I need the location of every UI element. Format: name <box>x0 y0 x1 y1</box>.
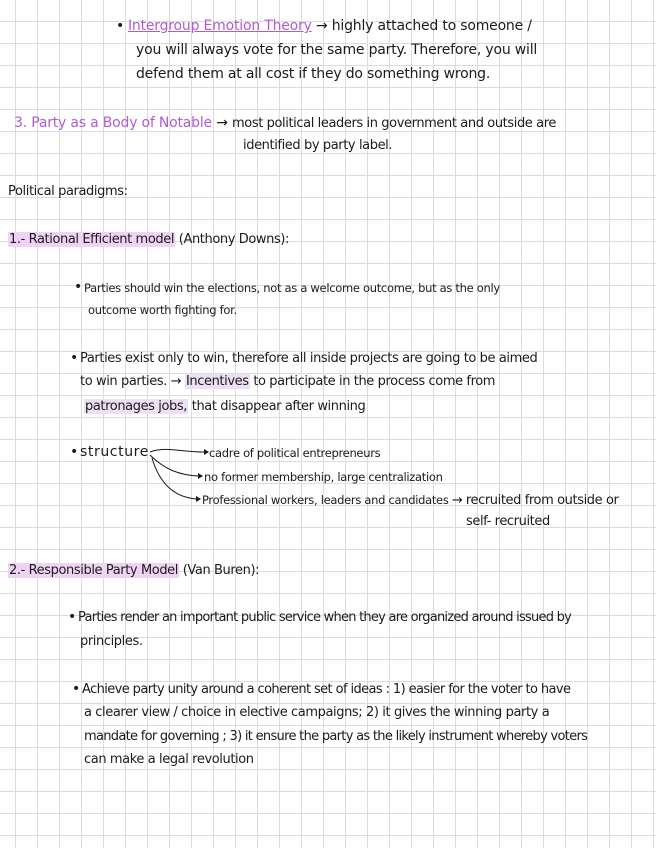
rational-author: (Anthony Downs): <box>178 232 290 247</box>
recruit-line-1: recruited from outside or <box>465 493 619 508</box>
rational-b2-text-c: to participate in the process come from <box>253 374 496 389</box>
paradigms-heading: Political paradigms: <box>8 184 128 199</box>
responsible-heading-line <box>8 561 259 581</box>
structure-item-3-text: Professional workers, leaders and candidates <box>202 493 449 507</box>
structure-item-1: cadre of political entrepreneurs <box>209 446 381 460</box>
arrow-glyph: → <box>451 493 463 508</box>
arrow-glyph: → <box>216 115 228 131</box>
rational-b1-line-1: Parties should win the elections, not as a welcome outcome, but as the only <box>84 281 500 295</box>
structure-label: structure <box>80 444 149 460</box>
intergroup-term: Intergroup Emotion Theory <box>128 18 312 34</box>
structure-item-2: no former membership, large centralization <box>204 470 443 484</box>
intergroup-line-3: defend them at all cost if they do something wrong. <box>136 66 491 82</box>
bullet-responsible-1: • <box>68 609 77 625</box>
responsible-author: (Van Buren): <box>182 563 260 578</box>
rational-b2-line-1: Parties exist only to win, therefore all inside projects are going to be aimed <box>80 351 538 366</box>
party-notable-term: 3. Party as a Body of Notable <box>14 115 212 131</box>
party-notable-text-1: most political leaders in government and outside are <box>232 116 556 131</box>
arrow-glyph: → <box>170 374 182 389</box>
rational-b2-text-b: that disappear after winning <box>191 399 366 414</box>
bullet-intergroup: • <box>116 18 125 34</box>
bullet-responsible-2: • <box>72 681 81 697</box>
responsible-b1-line-2: principles. <box>80 634 143 649</box>
responsible-b2-line-1: Achieve party unity around a coherent set of ideas : 1) easier for the voter to have <box>82 682 571 697</box>
intergroup-text-1: highly attached to someone / <box>331 18 532 34</box>
responsible-b2-line-4: can make a legal revolution <box>84 752 254 767</box>
rational-b1-line-2: outcome worth fighting for. <box>88 303 237 317</box>
responsible-b2-line-2: a clearer view / choice in elective campaigns; 2) it gives the winning party a <box>84 705 550 720</box>
rational-heading: 1.- Rational Efficient model <box>9 232 175 247</box>
incentives-term: Incentives <box>185 374 249 389</box>
bullet-rational-2: • <box>70 350 79 366</box>
responsible-b1-line-1: Parties render an important public service when they are organized around issued by <box>78 610 572 625</box>
arrow-glyph: → <box>315 18 328 34</box>
party-notable-line-2: identified by party label. <box>243 138 393 153</box>
rational-b2-text-a: to win parties. <box>80 374 167 389</box>
recruit-line-2: self- recruited <box>466 514 550 529</box>
bullet-rational-1: • <box>74 279 83 295</box>
bullet-structure: • <box>70 444 79 460</box>
responsible-heading: 2.- Responsible Party Model <box>9 563 178 578</box>
responsible-b2-line-3: mandate for governing ; 3) it ensure the party as the likely instrument whereby voters <box>84 729 588 744</box>
intergroup-line-2: you will always vote for the same party. Therefore, you will <box>136 42 538 58</box>
patronage-term: patronages jobs, <box>85 399 188 414</box>
structure-item-3 <box>202 490 618 511</box>
